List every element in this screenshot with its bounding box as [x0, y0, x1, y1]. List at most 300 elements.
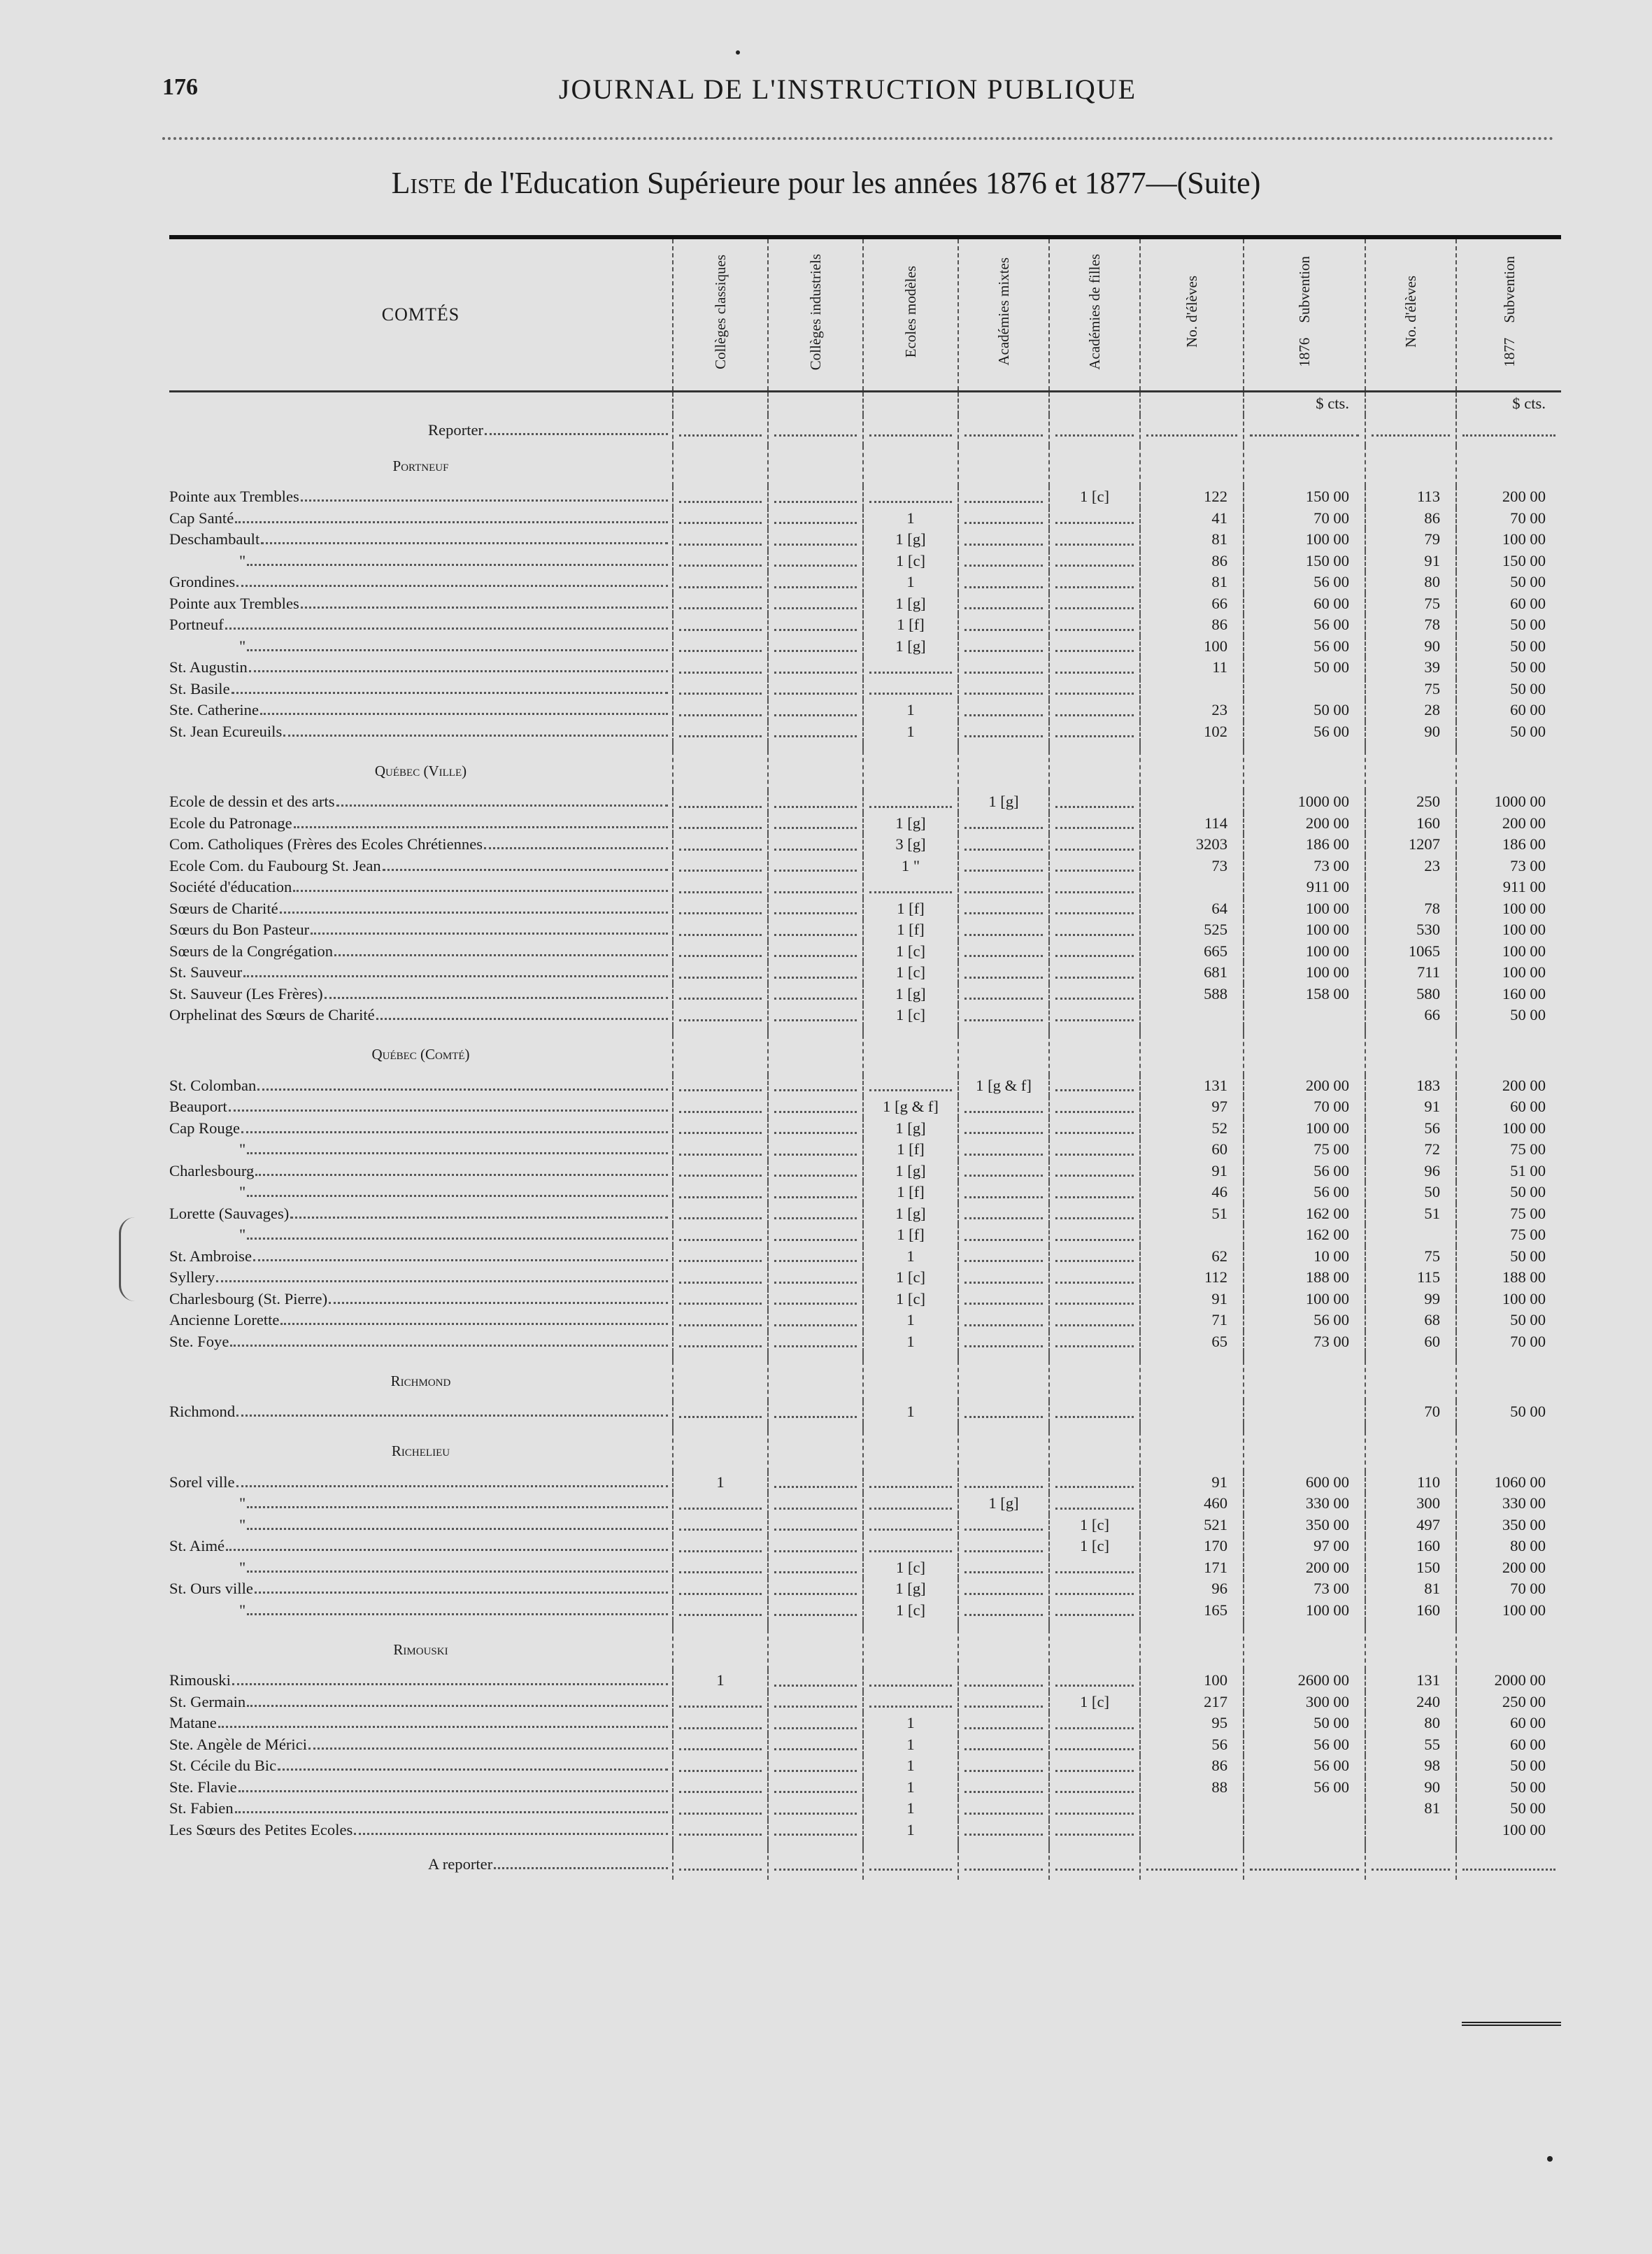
cell-am — [958, 877, 1049, 898]
units-row — [169, 392, 1561, 416]
cell-ci — [768, 1267, 863, 1289]
cell-e77: 1065 — [1365, 941, 1456, 963]
cell-s77: 73 00 — [1456, 856, 1561, 877]
cell-s77: 60 00 — [1456, 1096, 1561, 1118]
cell-am — [958, 1203, 1049, 1225]
cell-cc — [673, 1289, 768, 1310]
empty-cell — [863, 742, 958, 751]
county-name: St. Fabien — [169, 1799, 234, 1817]
cell-s77: 50 00 — [1456, 1310, 1561, 1331]
cell-e76 — [1140, 1005, 1244, 1026]
county-name: Sœurs de la Congrégation — [169, 942, 334, 960]
cell-ci — [768, 1777, 863, 1799]
cell-s76: 162 00 — [1244, 1224, 1365, 1246]
cell-e77: 183 — [1365, 1075, 1456, 1097]
cell-e77: 81 — [1365, 1798, 1456, 1820]
cell-am — [958, 1401, 1049, 1423]
cell-am — [958, 1777, 1049, 1799]
cell-e76: 102 — [1140, 721, 1244, 743]
ink-speck — [1547, 2156, 1553, 2162]
county-name: Orphelinat des Sœurs de Charité — [169, 1006, 375, 1023]
county-name: " — [239, 1183, 246, 1200]
empty-cell — [1244, 1849, 1365, 1880]
empty-cell — [1456, 446, 1561, 486]
cell-cc — [673, 1734, 768, 1756]
cell-s76: 100 00 — [1244, 1600, 1365, 1622]
empty-cell — [1049, 1352, 1140, 1361]
cell-em: 1 [g] — [863, 1118, 958, 1140]
cell-e76 — [1140, 1798, 1244, 1820]
cell-af — [1049, 1139, 1140, 1161]
carry-in-label: Reporter — [428, 420, 484, 439]
cell-s77: 80 00 — [1456, 1536, 1561, 1557]
cell-ci — [768, 1096, 863, 1118]
cell-e77: 580 — [1365, 984, 1456, 1005]
county-name-cell — [169, 1734, 673, 1756]
carry-out-row — [169, 1849, 1561, 1880]
cell-em: 1 [f] — [863, 1182, 958, 1203]
total-rule — [1462, 2022, 1561, 2026]
cell-s76: 60 00 — [1244, 593, 1365, 615]
cell-s76: 600 00 — [1244, 1472, 1365, 1494]
cell-e76: 41 — [1140, 508, 1244, 530]
empty-cell — [673, 1841, 768, 1849]
cell-em: 1 [f] — [863, 1224, 958, 1246]
cell-e77: 113 — [1365, 486, 1456, 508]
cell-s76: 56 00 — [1244, 1734, 1365, 1756]
cell-cc — [673, 1401, 768, 1423]
cell-s77: 330 00 — [1456, 1493, 1561, 1515]
cell-ci — [768, 1557, 863, 1579]
section-name: Richelieu — [391, 1443, 450, 1460]
cell-e76: 171 — [1140, 1557, 1244, 1579]
cell-cc — [673, 1600, 768, 1622]
county-name: " — [239, 551, 246, 569]
cell-ci — [768, 1401, 863, 1423]
empty-cell — [169, 1026, 673, 1035]
county-name-cell — [169, 657, 673, 679]
cell-e77: 51 — [1365, 1203, 1456, 1225]
cell-ci — [768, 1310, 863, 1331]
cell-s76: 50 00 — [1244, 1713, 1365, 1734]
cell-af: 1 [c] — [1049, 1692, 1140, 1713]
cell-ci — [768, 1246, 863, 1268]
empty-cell — [1140, 1431, 1244, 1472]
cell-e76: 71 — [1140, 1310, 1244, 1331]
cell-em: 1 — [863, 1331, 958, 1353]
cell-ci — [768, 1118, 863, 1140]
cell-cc — [673, 1161, 768, 1182]
cell-ci — [768, 1224, 863, 1246]
cell-e76 — [1140, 1820, 1244, 1841]
cell-e76: 66 — [1140, 593, 1244, 615]
county-name-cell — [169, 791, 673, 813]
cell-am — [958, 1600, 1049, 1622]
cell-cc — [673, 1331, 768, 1353]
cell-am — [958, 1670, 1049, 1692]
cell-af — [1049, 529, 1140, 551]
table-row — [169, 791, 1561, 813]
table-row — [169, 1777, 1561, 1799]
county-name-cell — [169, 1096, 673, 1118]
cell-e76: 521 — [1140, 1515, 1244, 1536]
county-name-cell — [169, 1755, 673, 1777]
cell-s76: 200 00 — [1244, 813, 1365, 835]
empty-cell — [1140, 1629, 1244, 1670]
cell-s76: 330 00 — [1244, 1493, 1365, 1515]
empty-cell — [958, 1026, 1049, 1035]
cell-am — [958, 919, 1049, 941]
table-row — [169, 813, 1561, 835]
cell-s76: 162 00 — [1244, 1203, 1365, 1225]
empty-cell — [1140, 446, 1244, 486]
cell-e76: 114 — [1140, 813, 1244, 835]
cell-s76: 100 00 — [1244, 529, 1365, 551]
table-row — [169, 1118, 1561, 1140]
county-name-cell — [169, 1331, 673, 1353]
cell-af — [1049, 834, 1140, 856]
empty-cell — [863, 1361, 958, 1401]
empty-cell — [1244, 1026, 1365, 1035]
cell-e76: 100 — [1140, 636, 1244, 658]
empty-cell — [1244, 742, 1365, 751]
cell-ci — [768, 508, 863, 530]
cell-em: 1 — [863, 1401, 958, 1423]
cell-ci — [768, 941, 863, 963]
cell-am — [958, 700, 1049, 721]
county-name-cell — [169, 486, 673, 508]
cell-e76: 52 — [1140, 1118, 1244, 1140]
empty-cell — [958, 1361, 1049, 1401]
table-row — [169, 1161, 1561, 1182]
table-row — [169, 941, 1561, 963]
cell-am — [958, 941, 1049, 963]
cell-e76: 60 — [1140, 1139, 1244, 1161]
empty-cell — [1049, 1431, 1140, 1472]
table-row — [169, 700, 1561, 721]
county-name-cell — [169, 593, 673, 615]
cell-s77: 200 00 — [1456, 1075, 1561, 1097]
cell-am — [958, 1755, 1049, 1777]
county-name-cell — [169, 700, 673, 721]
cell-cc — [673, 679, 768, 700]
cell-am — [958, 1472, 1049, 1494]
cell-af — [1049, 962, 1140, 984]
cell-af — [1049, 1331, 1140, 1353]
cell-s76: 56 00 — [1244, 614, 1365, 636]
county-name-cell — [169, 1203, 673, 1225]
cell-e77: 240 — [1365, 1692, 1456, 1713]
cell-s77: 186 00 — [1456, 834, 1561, 856]
cell-cc — [673, 1139, 768, 1161]
empty-cell — [1049, 742, 1140, 751]
cell-em: 1 — [863, 700, 958, 721]
empty-cell — [169, 1621, 673, 1629]
empty-cell — [1456, 1352, 1561, 1361]
empty-cell — [1365, 446, 1456, 486]
county-name: Ancienne Lorette — [169, 1311, 280, 1328]
cell-cc — [673, 1755, 768, 1777]
cell-e77: 60 — [1365, 1331, 1456, 1353]
cell-e77 — [1365, 1820, 1456, 1841]
cell-e77: 90 — [1365, 1777, 1456, 1799]
spacer-row — [169, 1841, 1561, 1849]
county-name-cell — [169, 1401, 673, 1423]
section-name: Richmond — [390, 1372, 451, 1389]
cell-em — [863, 1692, 958, 1713]
county-name: Deschambault — [169, 530, 260, 548]
county-name: St. Sauveur — [169, 963, 243, 981]
cell-e77: 86 — [1365, 508, 1456, 530]
cell-ci — [768, 1331, 863, 1353]
cell-s77: 200 00 — [1456, 813, 1561, 835]
cell-em: 1 [f] — [863, 614, 958, 636]
cell-e76: 62 — [1140, 1246, 1244, 1268]
cell-cc — [673, 593, 768, 615]
table-row — [169, 1139, 1561, 1161]
empty-cell — [673, 1431, 768, 1472]
cell-s76 — [1244, 1798, 1365, 1820]
cell-ci — [768, 813, 863, 835]
empty-cell — [958, 1431, 1049, 1472]
empty-cell — [1244, 1352, 1365, 1361]
cell-s77: 160 00 — [1456, 984, 1561, 1005]
empty-cell — [1456, 1849, 1561, 1880]
county-name: " — [239, 1494, 246, 1512]
list-title-rest: de l'Education Supérieure pour les années 1876 et 1877—(Suite) — [455, 166, 1261, 200]
cell-cc — [673, 919, 768, 941]
cell-af — [1049, 1798, 1140, 1820]
empty-cell — [1049, 1849, 1140, 1880]
header-colleges-industriels: Collèges industriels — [768, 237, 863, 392]
cell-em: 1 — [863, 1734, 958, 1756]
cell-am — [958, 1820, 1049, 1841]
empty-cell — [1365, 1849, 1456, 1880]
cell-af — [1049, 1118, 1140, 1140]
cell-cc — [673, 856, 768, 877]
cell-am — [958, 551, 1049, 572]
empty-cell — [958, 1849, 1049, 1880]
cell-cc — [673, 721, 768, 743]
county-name-cell — [169, 1692, 673, 1713]
cell-am: 1 [g & f] — [958, 1075, 1049, 1097]
county-name: Sœurs du Bon Pasteur — [169, 921, 310, 938]
empty-cell — [768, 1352, 863, 1361]
empty-cell — [673, 742, 768, 751]
cell-e77: 110 — [1365, 1472, 1456, 1494]
empty-cell — [1456, 1431, 1561, 1472]
empty-cell — [1365, 742, 1456, 751]
cell-em: 1 [g] — [863, 1203, 958, 1225]
cell-s77: 50 00 — [1456, 636, 1561, 658]
county-name: Portneuf — [169, 616, 224, 633]
cell-s76: 50 00 — [1244, 657, 1365, 679]
county-name-cell — [169, 572, 673, 593]
cell-cc — [673, 962, 768, 984]
county-name: Ste. Catherine — [169, 701, 259, 718]
cell-e76: 86 — [1140, 551, 1244, 572]
county-name-cell — [169, 1820, 673, 1841]
cell-cc — [673, 1692, 768, 1713]
county-name: Cap Santé — [169, 509, 234, 527]
header-rule — [162, 137, 1554, 140]
spacer-row — [169, 1621, 1561, 1629]
cell-ci — [768, 834, 863, 856]
cell-cc — [673, 1246, 768, 1268]
county-name: Ecole Com. du Faubourg St. Jean — [169, 856, 381, 874]
cell-cc — [673, 508, 768, 530]
county-name: Ecole de dessin et des arts — [169, 793, 335, 810]
county-name-cell — [169, 813, 673, 835]
cell-em: 1 [c] — [863, 941, 958, 963]
empty-cell — [768, 446, 863, 486]
cell-em — [863, 679, 958, 700]
cell-e77: 23 — [1365, 856, 1456, 877]
cell-s77: 100 00 — [1456, 529, 1561, 551]
empty-cell — [1456, 1026, 1561, 1035]
cell-e77: 75 — [1365, 593, 1456, 615]
cell-am — [958, 1224, 1049, 1246]
section-header-row — [169, 1431, 1561, 1472]
table-row — [169, 593, 1561, 615]
page-number: 176 — [162, 74, 198, 100]
cell-ci — [768, 529, 863, 551]
cell-em: 1 [g] — [863, 984, 958, 1005]
cell-ci — [768, 1692, 863, 1713]
cell-s76: 100 00 — [1244, 1289, 1365, 1310]
table-row — [169, 984, 1561, 1005]
cell-af — [1049, 700, 1140, 721]
cell-s77: 100 00 — [1456, 1118, 1561, 1140]
cell-s77: 100 00 — [1456, 962, 1561, 984]
empty-cell — [673, 1423, 768, 1431]
cell-af: 1 [c] — [1049, 1515, 1140, 1536]
empty-cell — [673, 1352, 768, 1361]
cell-e77: 66 — [1365, 1005, 1456, 1026]
cell-ci — [768, 1798, 863, 1820]
empty-cell — [1049, 751, 1140, 791]
county-name-cell — [169, 984, 673, 1005]
empty-cell — [1049, 1841, 1140, 1849]
cell-e77: 55 — [1365, 1734, 1456, 1756]
section-header-row — [169, 1361, 1561, 1401]
county-name: Pointe aux Trembles — [169, 488, 299, 505]
cell-e77: 72 — [1365, 1139, 1456, 1161]
cell-e76: 681 — [1140, 962, 1244, 984]
cell-s76: 73 00 — [1244, 1331, 1365, 1353]
empty-cell — [958, 1035, 1049, 1075]
cell-s77: 51 00 — [1456, 1161, 1561, 1182]
table-row — [169, 1096, 1561, 1118]
empty-cell — [768, 1026, 863, 1035]
cell-s77: 250 00 — [1456, 1692, 1561, 1713]
cell-e76: 91 — [1140, 1472, 1244, 1494]
empty-cell — [768, 1423, 863, 1431]
cell-e77: 50 — [1365, 1182, 1456, 1203]
cell-cc — [673, 984, 768, 1005]
cell-cc — [673, 551, 768, 572]
cell-cc — [673, 657, 768, 679]
cell-cc — [673, 834, 768, 856]
table-row — [169, 1267, 1561, 1289]
empty-cell — [958, 751, 1049, 791]
empty-cell — [1244, 446, 1365, 486]
cell-e76: 81 — [1140, 572, 1244, 593]
county-name-cell — [169, 1161, 673, 1182]
table-row — [169, 1493, 1561, 1515]
header-row — [169, 237, 1561, 392]
cell-e77: 90 — [1365, 636, 1456, 658]
cell-e76: 3203 — [1140, 834, 1244, 856]
cell-e77: 79 — [1365, 529, 1456, 551]
empty-cell — [1140, 1621, 1244, 1629]
cell-am: 1 [g] — [958, 1493, 1049, 1515]
cell-s77: 100 00 — [1456, 1600, 1561, 1622]
county-name: Rimouski — [169, 1671, 231, 1689]
cell-af — [1049, 1578, 1140, 1600]
empty-cell — [768, 1361, 863, 1401]
cell-e77: 300 — [1365, 1493, 1456, 1515]
cell-s77: 50 00 — [1456, 1182, 1561, 1203]
cell-em: 1 [f] — [863, 1139, 958, 1161]
empty-cell — [768, 742, 863, 751]
cell-am — [958, 721, 1049, 743]
empty-cell — [958, 1352, 1049, 1361]
empty-cell — [1456, 751, 1561, 791]
cell-am — [958, 1798, 1049, 1820]
cell-e76: 51 — [1140, 1203, 1244, 1225]
cell-ci — [768, 486, 863, 508]
cell-ci — [768, 1600, 863, 1622]
cell-e77: 150 — [1365, 1557, 1456, 1579]
cell-e77: 78 — [1365, 614, 1456, 636]
empty-cell — [863, 1352, 958, 1361]
cell-af — [1049, 1472, 1140, 1494]
cell-e76: 460 — [1140, 1493, 1244, 1515]
cell-e76: 170 — [1140, 1536, 1244, 1557]
county-name: Charlesbourg (St. Pierre) — [169, 1289, 328, 1307]
cell-cc — [673, 1075, 768, 1097]
cell-e76: 56 — [1140, 1734, 1244, 1756]
cell-cc — [673, 529, 768, 551]
empty-cell — [1456, 742, 1561, 751]
cell-am — [958, 1161, 1049, 1182]
cell-cc — [673, 1182, 768, 1203]
cell-s76: 150 00 — [1244, 551, 1365, 572]
table-row — [169, 1310, 1561, 1331]
county-name-cell — [169, 529, 673, 551]
section-header-row — [169, 751, 1561, 791]
empty-cell — [1140, 1361, 1244, 1401]
cell-ci — [768, 614, 863, 636]
cell-s76: 56 00 — [1244, 1161, 1365, 1182]
county-name: Pointe aux Trembles — [169, 594, 299, 612]
header-subvention-1877: 1877 Subvention — [1456, 237, 1561, 392]
cell-am — [958, 1182, 1049, 1203]
empty-cell — [673, 1361, 768, 1401]
county-name-cell — [169, 834, 673, 856]
cell-s77: 50 00 — [1456, 614, 1561, 636]
cell-ci — [768, 1005, 863, 1026]
cell-s77: 911 00 — [1456, 877, 1561, 898]
units-1876: $ cts. — [1244, 392, 1365, 416]
section-name: Québec (Comté) — [371, 1046, 470, 1063]
cell-ci — [768, 657, 863, 679]
cell-em: 1 — [863, 1777, 958, 1799]
cell-s77: 75 00 — [1456, 1139, 1561, 1161]
cell-cc — [673, 1713, 768, 1734]
cell-e77: 497 — [1365, 1515, 1456, 1536]
